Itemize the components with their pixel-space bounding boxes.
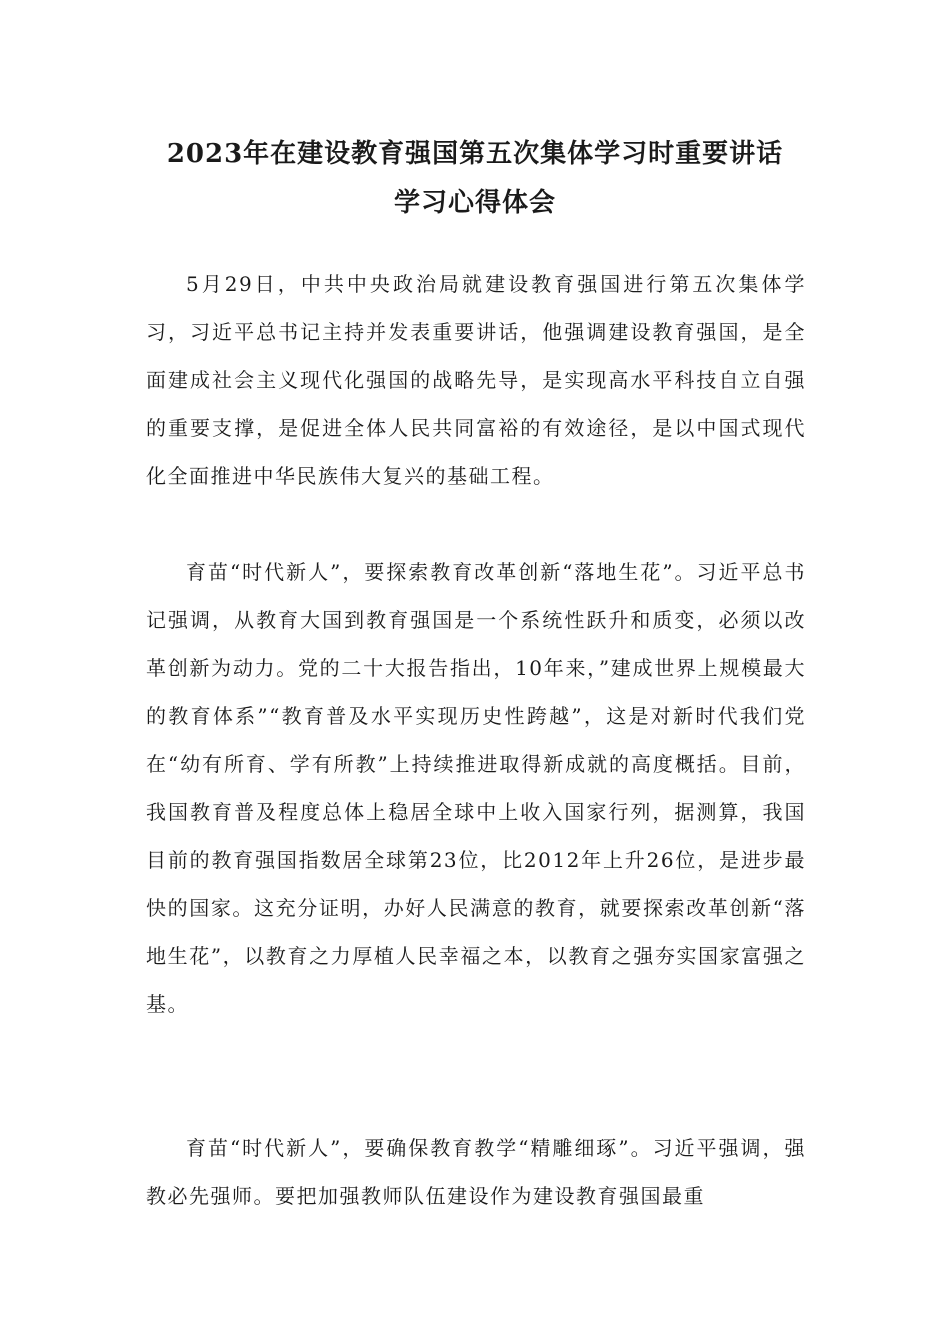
document-title-line-2: 学习心得体会 bbox=[393, 188, 556, 218]
paragraph-2: 育苗“时代新人”，要探索教育改革创新“落地生花”。习近平总书记强调，从教育大国到教育强国是一个系统性跃升和质变，必须以改革创新为动力。党的二十大报告指出，10年来，”建成世界上规模最大的教育体系”“教育普及水平实现历史性跨越”，这是对新时代我们党在“幼有所育、学有所教”上持续推进取得新成就的高度概括。目前，我国教育普及程度总体上稳居全球中上收入国家行列，据测算，我国目前的教育强国指数居全球第23位，比2012年上升26位，是进步最快的国家。这充分证明，办好人民满意的教育，就要探索改革创新“落地生花”，以教育之力厚植人民幸福之本，以教育之强夯实国家富强之基。 bbox=[146, 560, 806, 1016]
paragraph-1: 5月29日，中共中央政治局就建设教育强国进行第五次集体学习，习近平总书记主持并发表重要讲话，他强调建设教育强国，是全面建成社会主义现代化强国的战略先导，是实现高水平科技自立自强的重要支撑，是促进全体人民共同富裕的有效途径，是以中国式现代化全面推进中华民族伟大复兴的基础工程。 bbox=[146, 272, 806, 488]
document-title-line-1: 2023年在建设教育强国第五次集体学习时重要讲话 bbox=[166, 139, 784, 169]
paragraph-3: 育苗“时代新人”，要确保教育教学“精雕细琢”。习近平强调，强教必先强师。要把加强教师队伍建设作为建设教育强国最重 bbox=[146, 1136, 806, 1208]
